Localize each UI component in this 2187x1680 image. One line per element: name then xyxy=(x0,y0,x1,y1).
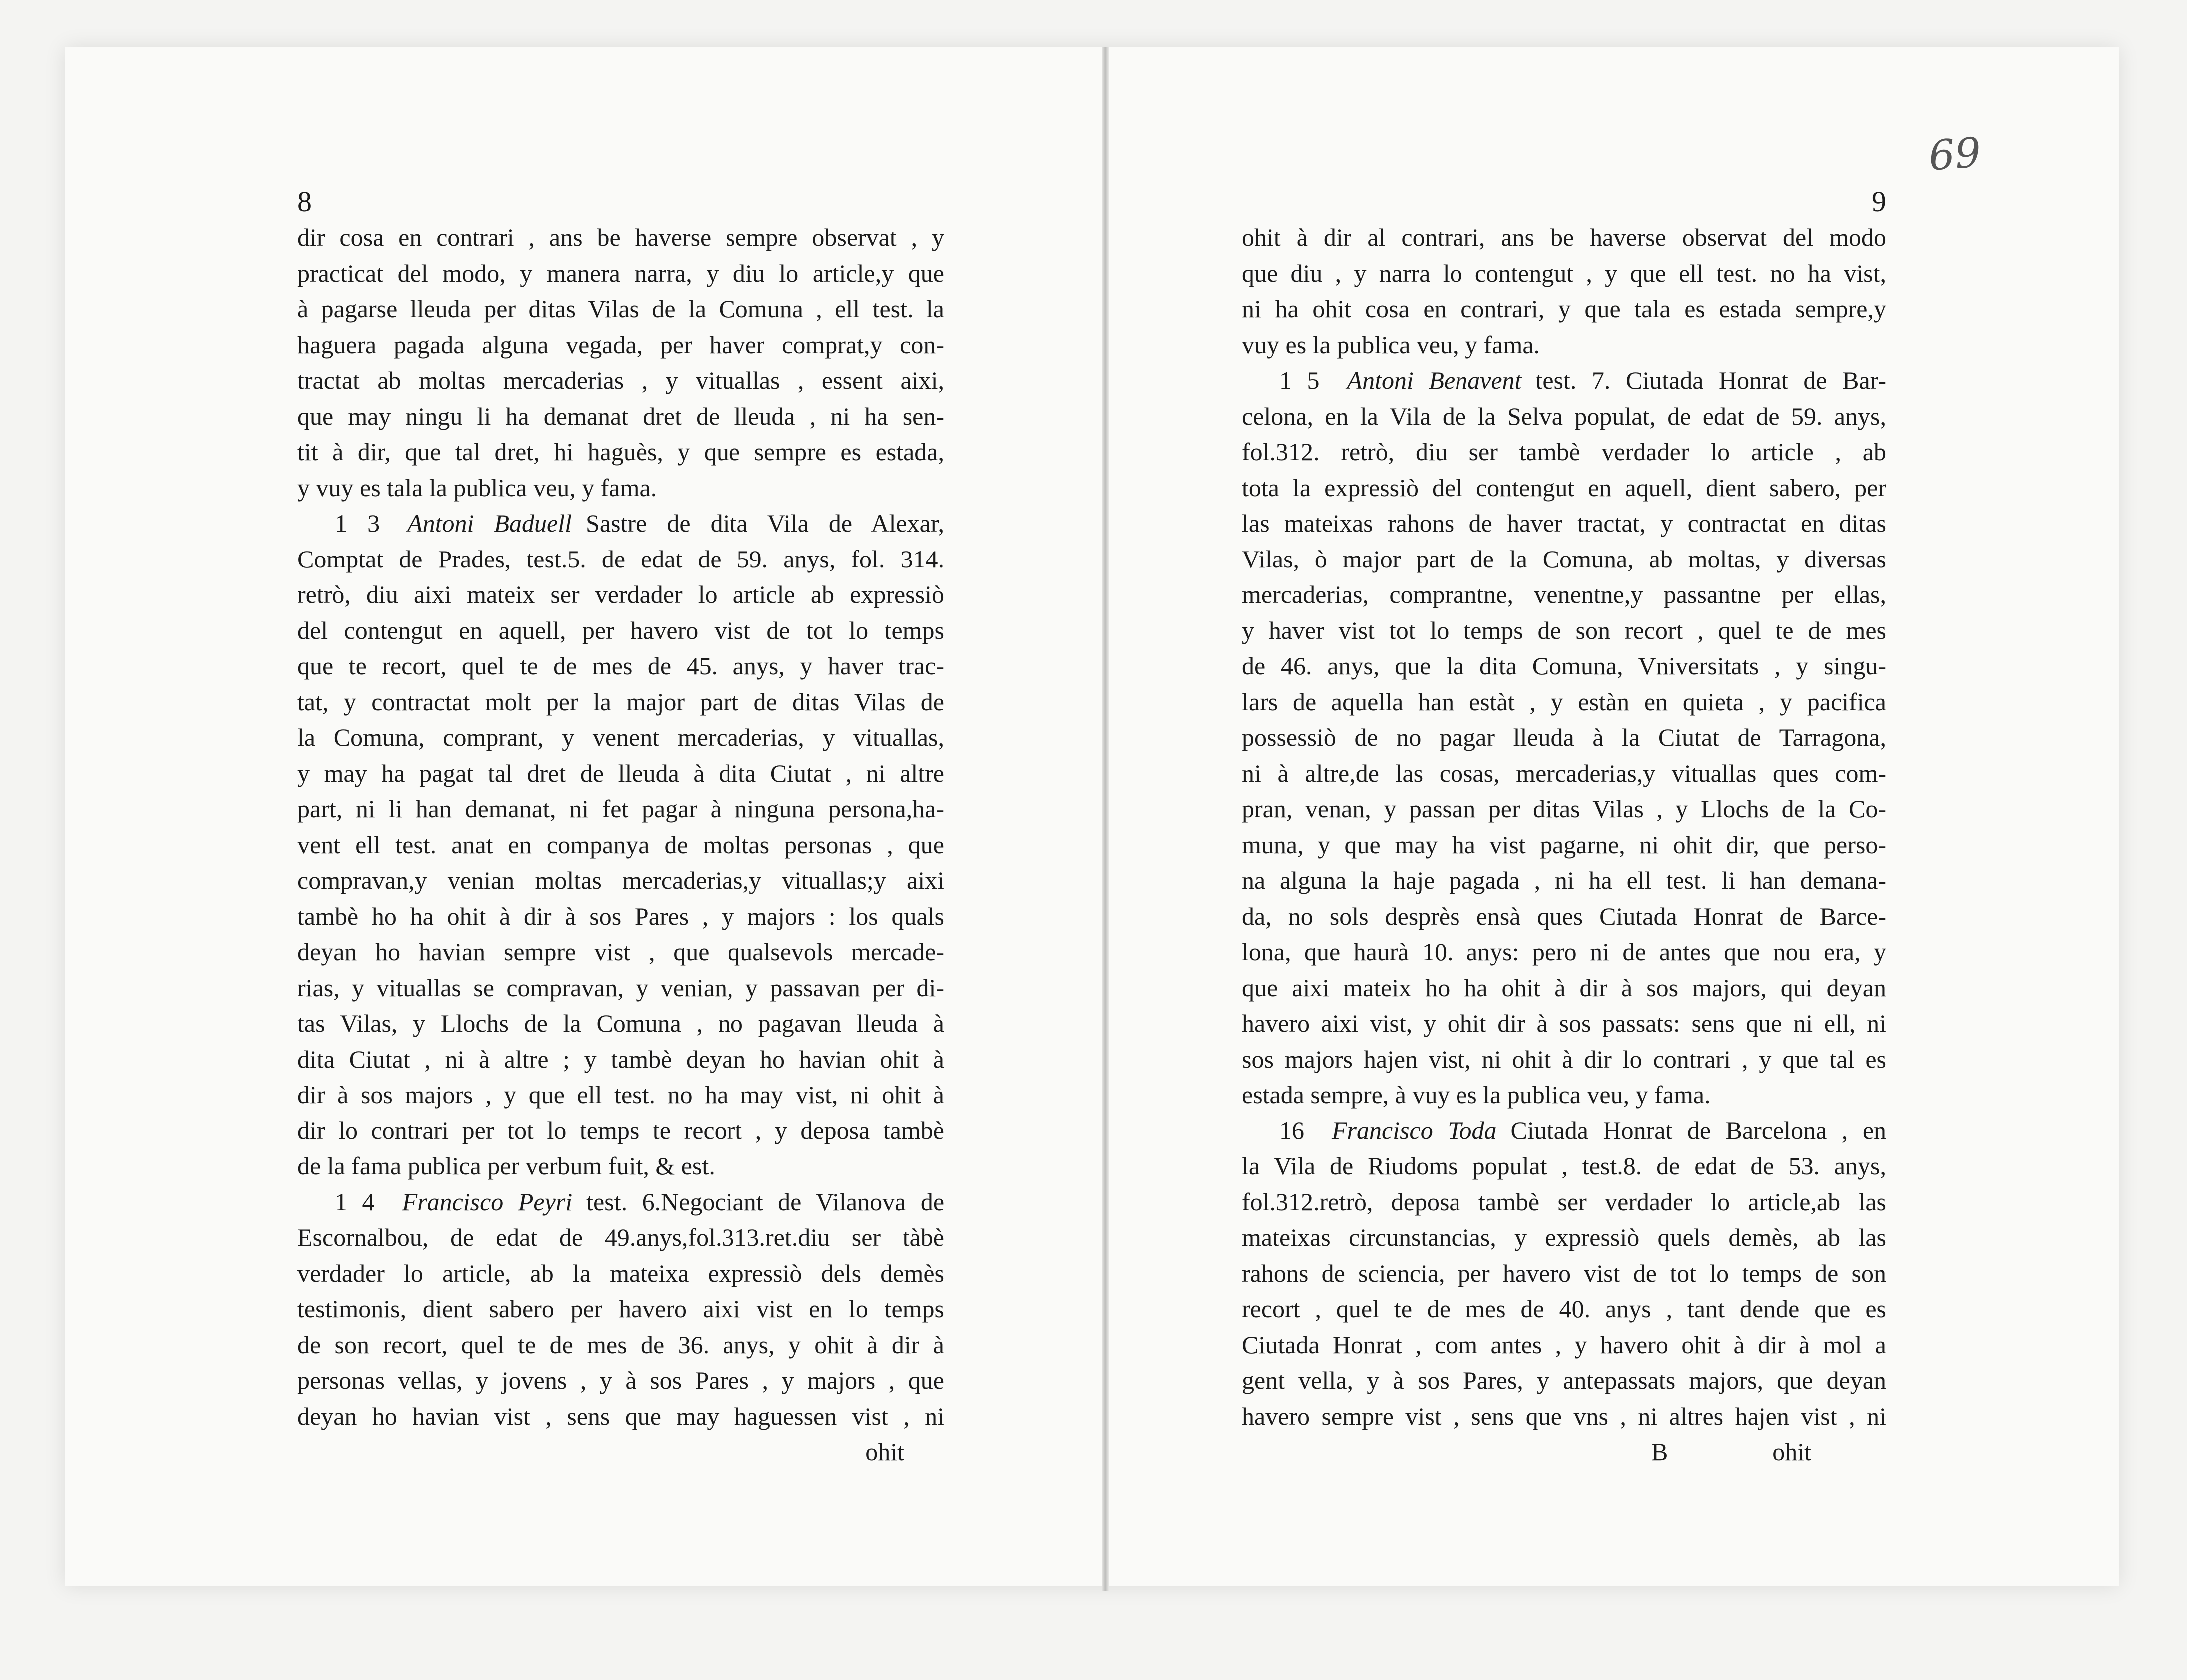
text-line xyxy=(1242,1184,1886,1220)
text-line xyxy=(297,1184,944,1220)
line-text: dir lo contrari per tot lo temps te recort , y deposa tambè xyxy=(297,1116,944,1144)
text-line xyxy=(1242,327,1886,363)
line-text: Comptat de Prades, test.5. de edat de 59. anys, fol. 314. xyxy=(297,545,944,573)
text-line xyxy=(1242,291,1886,327)
line-text: que diu , y narra lo contengut , y que ell test. no ha vist, xyxy=(1242,259,1886,287)
text-line xyxy=(297,1220,944,1256)
line-text: mateixas circunstancias, y expressiò quels demès, ab las xyxy=(1242,1223,1886,1251)
line-text: lars de aquella han estàt , y estàn en quieta , y pacifica xyxy=(1242,687,1886,716)
paragraph-number: 16 xyxy=(1279,1116,1304,1144)
page-number: 8 xyxy=(297,185,312,218)
line-text: possessiò de no pagar lleuda à la Ciutat de Tarragona, xyxy=(1242,723,1886,751)
text-line xyxy=(1242,934,1886,970)
signature-mark: B xyxy=(1651,1438,1668,1466)
catchword: ohit xyxy=(1772,1438,1811,1466)
text-line xyxy=(1242,470,1886,506)
line-text: Sastre de dita Vila de Alexar, xyxy=(586,509,944,537)
text-line xyxy=(1242,1006,1886,1042)
page-text xyxy=(297,220,944,1470)
line-text: mercaderias, comprantne, venentne,y passantne per ellas, xyxy=(1242,580,1886,608)
text-line xyxy=(297,363,944,399)
text-line xyxy=(1242,1256,1886,1292)
text-line xyxy=(297,648,944,684)
text-line xyxy=(297,1327,944,1363)
page-footer xyxy=(1242,1434,1886,1470)
line-text: test. 6.Negociant de Vilanova de xyxy=(586,1187,944,1216)
text-line xyxy=(1242,1220,1886,1256)
page-footer xyxy=(297,1434,944,1470)
line-text: tat, y contractat molt per la major part de ditas Vilas de xyxy=(297,687,944,716)
text-line xyxy=(1242,1113,1886,1149)
line-text: estada sempre, à vuy es la publica veu, y fama. xyxy=(1242,1081,1711,1109)
text-line xyxy=(1242,363,1886,399)
line-text: haguera pagada alguna vegada, per haver comprat,y con- xyxy=(297,330,944,359)
line-text: personas vellas, y jovens , y à sos Pares , y majors , que xyxy=(297,1366,944,1394)
line-text: sos majors hajen vist, ni ohit à dir lo contrari , y que tal es xyxy=(1242,1045,1886,1073)
line-text: tit à dir, que tal dret, hi haguès, y que sempre es estada, xyxy=(297,438,944,466)
text-line xyxy=(297,1077,944,1113)
line-text: test. 7. Ciutada Honrat de Bar- xyxy=(1535,366,1886,394)
text-line xyxy=(1242,827,1886,863)
line-text: da, no sols desprès ensà ques Ciutada Honrat de Barce- xyxy=(1242,902,1886,930)
text-line xyxy=(1242,791,1886,827)
text-line xyxy=(297,1291,944,1327)
line-text: gent vella, y à sos Pares, y antepassats majors, que deyan xyxy=(1242,1366,1886,1394)
line-text: ni ha ohit cosa en contrari, y que tala es estada sempre,y xyxy=(1242,295,1886,323)
line-text: havero sempre vist , sens que vns , ni altres hajen vist , ni xyxy=(1242,1402,1886,1430)
text-line xyxy=(1242,1148,1886,1184)
text-line xyxy=(297,613,944,649)
text-line xyxy=(297,970,944,1006)
line-text: la Comuna, comprant, y venent mercaderias, y vituallas, xyxy=(297,723,944,751)
line-text: havero aixi vist, y ohit dir à sos passats: sens que ni ell, ni xyxy=(1242,1009,1886,1037)
line-text: de 46. anys, que la dita Comuna, Vniversitats , y singu- xyxy=(1242,652,1886,680)
line-text: Escornalbou, de edat de 49.anys,fol.313.ret.diu ser tàbè xyxy=(297,1223,944,1251)
line-text: pran, venan, y passan per ditas Vilas , y Llochs de la Co- xyxy=(1242,795,1886,823)
line-text: rahons de sciencia, per havero vist de tot lo temps de son xyxy=(1242,1259,1886,1287)
line-text: tas Vilas, y Llochs de la Comuna , no pagavan lleuda à xyxy=(297,1009,944,1037)
catchword: ohit xyxy=(865,1438,904,1466)
text-line xyxy=(1242,1399,1886,1435)
text-line xyxy=(1242,434,1886,470)
line-text: rias, y vituallas se compravan, y venian, y passavan per di- xyxy=(297,973,944,1002)
line-text: à pagarse lleuda per ditas Vilas de la Comuna , ell test. la xyxy=(297,295,944,323)
line-text: lona, que haurà 10. anys: pero ni de antes que nou era, y xyxy=(1242,938,1886,966)
witness-name: Antoni Baduell xyxy=(407,509,572,537)
text-line xyxy=(297,684,944,720)
line-text: y may ha pagat tal dret de lleuda à dita Ciutat , ni altre xyxy=(297,759,944,787)
text-line xyxy=(1242,1077,1886,1113)
line-text: que aixi mateix ho ha ohit à dir à sos majors, qui deyan xyxy=(1242,973,1886,1002)
text-line xyxy=(297,899,944,935)
text-line xyxy=(1242,1042,1886,1078)
line-text: compravan,y venian moltas mercaderias,y vituallas;y aixi xyxy=(297,866,944,894)
paragraph-number: 1 4 xyxy=(335,1187,375,1216)
witness-name: Francisco Peyri xyxy=(402,1187,573,1216)
text-line xyxy=(297,1399,944,1435)
text-line xyxy=(1242,399,1886,435)
witness-name: Antoni Benavent xyxy=(1347,366,1522,394)
text-line xyxy=(1242,863,1886,899)
line-text: Ciutada Honrat , com antes , y havero ohit à dir à mol a xyxy=(1242,1330,1886,1359)
line-text: ohit à dir al contrari, ans be haverse observat del modo xyxy=(1242,223,1886,251)
text-line xyxy=(297,577,944,613)
line-text: la Vila de Riudoms populat , test.8. de edat de 53. anys, xyxy=(1242,1152,1886,1180)
line-text: testimonis, dient sabero per havero aixi vist en lo temps xyxy=(297,1295,944,1323)
line-text: dir cosa en contrari , ans be haverse sempre observat , y xyxy=(297,223,944,251)
text-line xyxy=(297,256,944,292)
text-line xyxy=(297,470,944,506)
text-line xyxy=(297,1006,944,1042)
text-line xyxy=(297,327,944,363)
line-text: del contengut en aquell, per havero vist de tot lo temps xyxy=(297,616,944,644)
text-line xyxy=(297,506,944,542)
line-text: que te recort, quel te de mes de 45. anys, y haver trac- xyxy=(297,652,944,680)
text-line xyxy=(297,1148,944,1184)
line-text: ni à altre,de las cosas, mercaderias,y vituallas ques com- xyxy=(1242,759,1886,787)
line-text: y haver vist tot lo temps de son recort , quel te de mes xyxy=(1242,616,1886,644)
text-line xyxy=(1242,756,1886,792)
line-text: part, ni li han demanat, ni fet pagar à ninguna persona,ha- xyxy=(297,795,944,823)
text-line xyxy=(1242,1363,1886,1399)
text-line xyxy=(297,542,944,577)
text-line xyxy=(297,220,944,256)
book-gutter xyxy=(1102,47,1109,1591)
text-line xyxy=(1242,220,1886,256)
text-line xyxy=(297,756,944,792)
text-line xyxy=(297,1363,944,1399)
line-text: na alguna la haje pagada , ni ha ell test. li han demana- xyxy=(1242,866,1886,894)
line-text: las mateixas rahons de haver tractat, y contractat en ditas xyxy=(1242,509,1886,537)
text-line xyxy=(1242,899,1886,935)
line-text: tambè ho ha ohit à dir à sos Pares , y majors : los quals xyxy=(297,902,944,930)
text-line xyxy=(297,291,944,327)
line-text: celona, en la Vila de la Selva populat, de edat de 59. anys, xyxy=(1242,402,1886,430)
line-text: vuy es la publica veu, y fama. xyxy=(1242,330,1540,359)
text-line xyxy=(297,1113,944,1149)
line-text: muna, y que may ha vist pagarne, ni ohit dir, que perso- xyxy=(1242,830,1886,859)
line-text: retrò, diu aixi mateix ser verdader lo article ab expressiò xyxy=(297,580,944,608)
text-line xyxy=(297,827,944,863)
line-text: tractat ab moltas mercaderias , y vituallas , essent aixi, xyxy=(297,366,944,394)
line-text: Vilas, ò major part de la Comuna, ab moltas, y diversas xyxy=(1242,545,1886,573)
text-line xyxy=(297,863,944,899)
text-line xyxy=(1242,1291,1886,1327)
text-line xyxy=(297,399,944,435)
text-line xyxy=(1242,684,1886,720)
line-text: de la fama publica per verbum fuit, & est. xyxy=(297,1152,715,1180)
paragraph-number: 1 3 xyxy=(335,509,380,537)
line-text: de son recort, quel te de mes de 36. anys, y ohit à dir à xyxy=(297,1330,944,1359)
line-text: practicat del modo, y manera narra, y diu lo article,y que xyxy=(297,259,944,287)
text-line xyxy=(1242,506,1886,542)
text-line xyxy=(297,791,944,827)
line-text: dita Ciutat , ni à altre ; y tambè deyan ho havian ohit à xyxy=(297,1045,944,1073)
text-line xyxy=(297,1256,944,1292)
text-line xyxy=(297,934,944,970)
handwritten-folio-number: 69 xyxy=(1927,129,1983,180)
line-text: deyan ho havian sempre vist , que qualsevols mercade- xyxy=(297,938,944,966)
page-number: 9 xyxy=(1872,185,1886,218)
line-text: deyan ho havian vist , sens que may haguessen vist , ni xyxy=(297,1402,944,1430)
text-line xyxy=(297,1042,944,1078)
line-text: tota la expressiò del contengut en aquell, dient sabero, per xyxy=(1242,473,1886,502)
line-text: dir à sos majors , y que ell test. no ha may vist, ni ohit à xyxy=(297,1081,944,1109)
text-line xyxy=(297,434,944,470)
page-text xyxy=(1242,220,1886,1470)
line-text: fol.312.retrò, deposa tambè ser verdader lo article,ab las xyxy=(1242,1187,1886,1216)
text-line xyxy=(1242,970,1886,1006)
text-line xyxy=(1242,542,1886,577)
line-text: Ciutada Honrat de Barcelona , en xyxy=(1510,1116,1886,1144)
text-line xyxy=(1242,1327,1886,1363)
line-text: vent ell test. anat en companya de moltas personas , que xyxy=(297,830,944,859)
text-line xyxy=(1242,613,1886,649)
text-line xyxy=(1242,720,1886,756)
line-text: verdader lo article, ab la mateixa expressiò dels demès xyxy=(297,1259,944,1287)
line-text: y vuy es tala la publica veu, y fama. xyxy=(297,473,657,502)
line-text: fol.312. retrò, diu ser tambè verdader lo article , ab xyxy=(1242,438,1886,466)
text-line xyxy=(1242,648,1886,684)
text-line xyxy=(1242,577,1886,613)
paragraph-number: 1 5 xyxy=(1279,366,1320,394)
line-text: que may ningu li ha demanat dret de lleuda , ni ha sen- xyxy=(297,402,944,430)
text-line xyxy=(1242,256,1886,292)
text-line xyxy=(297,720,944,756)
witness-name: Francisco Toda xyxy=(1332,1116,1497,1144)
line-text: recort , quel te de mes de 40. anys , tant dende que es xyxy=(1242,1295,1886,1323)
